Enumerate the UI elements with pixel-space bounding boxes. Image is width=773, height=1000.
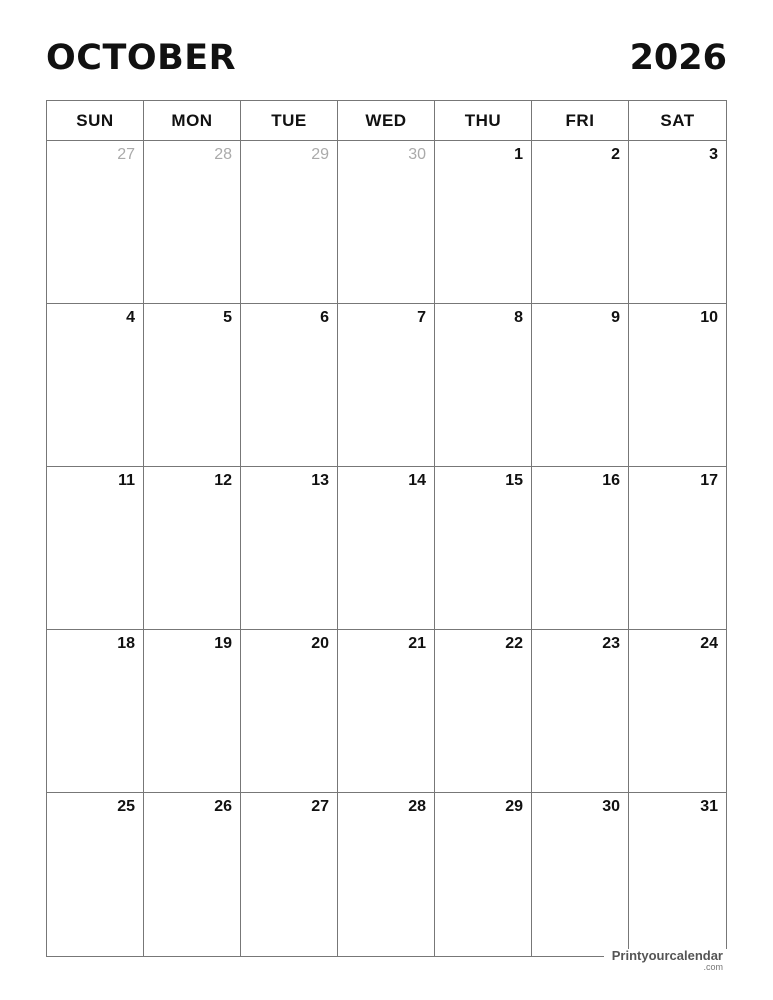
day-cell	[241, 793, 338, 956]
day-cell	[435, 467, 532, 629]
day-cell	[532, 467, 629, 629]
day-cell	[532, 304, 629, 466]
day-cell	[47, 630, 144, 792]
day-number: 24	[700, 635, 718, 652]
day-number: 29	[311, 146, 329, 163]
day-number: 13	[311, 472, 329, 489]
day-number: 6	[320, 309, 329, 326]
day-cell	[435, 304, 532, 466]
day-cell	[532, 141, 629, 303]
day-number: 20	[311, 635, 329, 652]
weekday-header-fri: FRI	[532, 101, 629, 140]
day-cell	[532, 630, 629, 792]
day-cell	[144, 630, 241, 792]
day-cell	[629, 304, 726, 466]
year-title: 2026	[629, 38, 727, 78]
day-number: 15	[505, 472, 523, 489]
day-number: 16	[602, 472, 620, 489]
day-number: 3	[709, 146, 718, 163]
weeks-container	[47, 141, 726, 956]
day-number: 9	[611, 309, 620, 326]
day-number: 11	[118, 472, 135, 489]
day-cell	[338, 630, 435, 792]
day-cell	[338, 793, 435, 956]
day-cell	[435, 630, 532, 792]
day-number: 4	[126, 309, 135, 326]
day-cell	[629, 793, 726, 956]
day-cell-outside-month	[338, 141, 435, 303]
brand-name: Printyourcalendar	[611, 948, 723, 963]
day-number: 8	[514, 309, 523, 326]
day-number: 1	[514, 146, 523, 163]
week-row	[47, 793, 726, 956]
day-number: 26	[214, 798, 232, 815]
day-cell	[629, 630, 726, 792]
day-number: 27	[311, 798, 329, 815]
weekday-header-thu: THU	[435, 101, 532, 140]
day-number: 22	[505, 635, 523, 652]
day-cell	[241, 630, 338, 792]
weekday-header-tue: TUE	[241, 101, 338, 140]
day-number: 28	[408, 798, 426, 815]
day-number: 5	[223, 309, 232, 326]
weekday-header-wed: WED	[338, 101, 435, 140]
day-number: 31	[700, 798, 718, 815]
day-number: 12	[214, 472, 232, 489]
day-number: 19	[214, 635, 232, 652]
day-cell	[144, 467, 241, 629]
day-cell	[338, 467, 435, 629]
day-number: 17	[700, 472, 718, 489]
day-cell	[435, 141, 532, 303]
day-number: 28	[214, 146, 232, 163]
day-number: 25	[117, 798, 135, 815]
day-cell	[435, 793, 532, 956]
day-number: 30	[602, 798, 620, 815]
day-cell	[144, 793, 241, 956]
day-cell-outside-month	[241, 141, 338, 303]
day-cell	[47, 304, 144, 466]
day-number: 18	[117, 635, 135, 652]
day-cell	[241, 304, 338, 466]
month-title: OCTOBER	[46, 38, 237, 78]
day-cell-outside-month	[144, 141, 241, 303]
day-cell	[241, 467, 338, 629]
day-number: 2	[611, 146, 620, 163]
day-cell	[629, 141, 726, 303]
day-number: 27	[117, 146, 135, 163]
week-row	[47, 630, 726, 793]
day-number: 10	[700, 309, 718, 326]
day-number: 29	[505, 798, 523, 815]
day-number: 21	[408, 635, 426, 652]
day-number: 7	[417, 309, 426, 326]
day-cell	[47, 467, 144, 629]
day-cell-outside-month	[47, 141, 144, 303]
week-row	[47, 304, 726, 467]
day-cell	[144, 304, 241, 466]
calendar-grid	[46, 100, 727, 957]
brand-domain: .com	[703, 962, 723, 972]
day-cell	[47, 793, 144, 956]
week-row	[47, 141, 726, 304]
day-number: 30	[408, 146, 426, 163]
weekday-header-sat: SAT	[660, 110, 695, 130]
day-cell	[629, 467, 726, 629]
day-cell	[338, 304, 435, 466]
day-number: 23	[602, 635, 620, 652]
brand-watermark	[604, 949, 727, 972]
day-cell	[532, 793, 629, 956]
weekday-header-sun: SUN	[47, 101, 144, 140]
week-row	[47, 467, 726, 630]
weekday-header-row	[47, 101, 726, 141]
weekday-header-mon: MON	[144, 101, 241, 140]
day-number: 14	[408, 472, 426, 489]
